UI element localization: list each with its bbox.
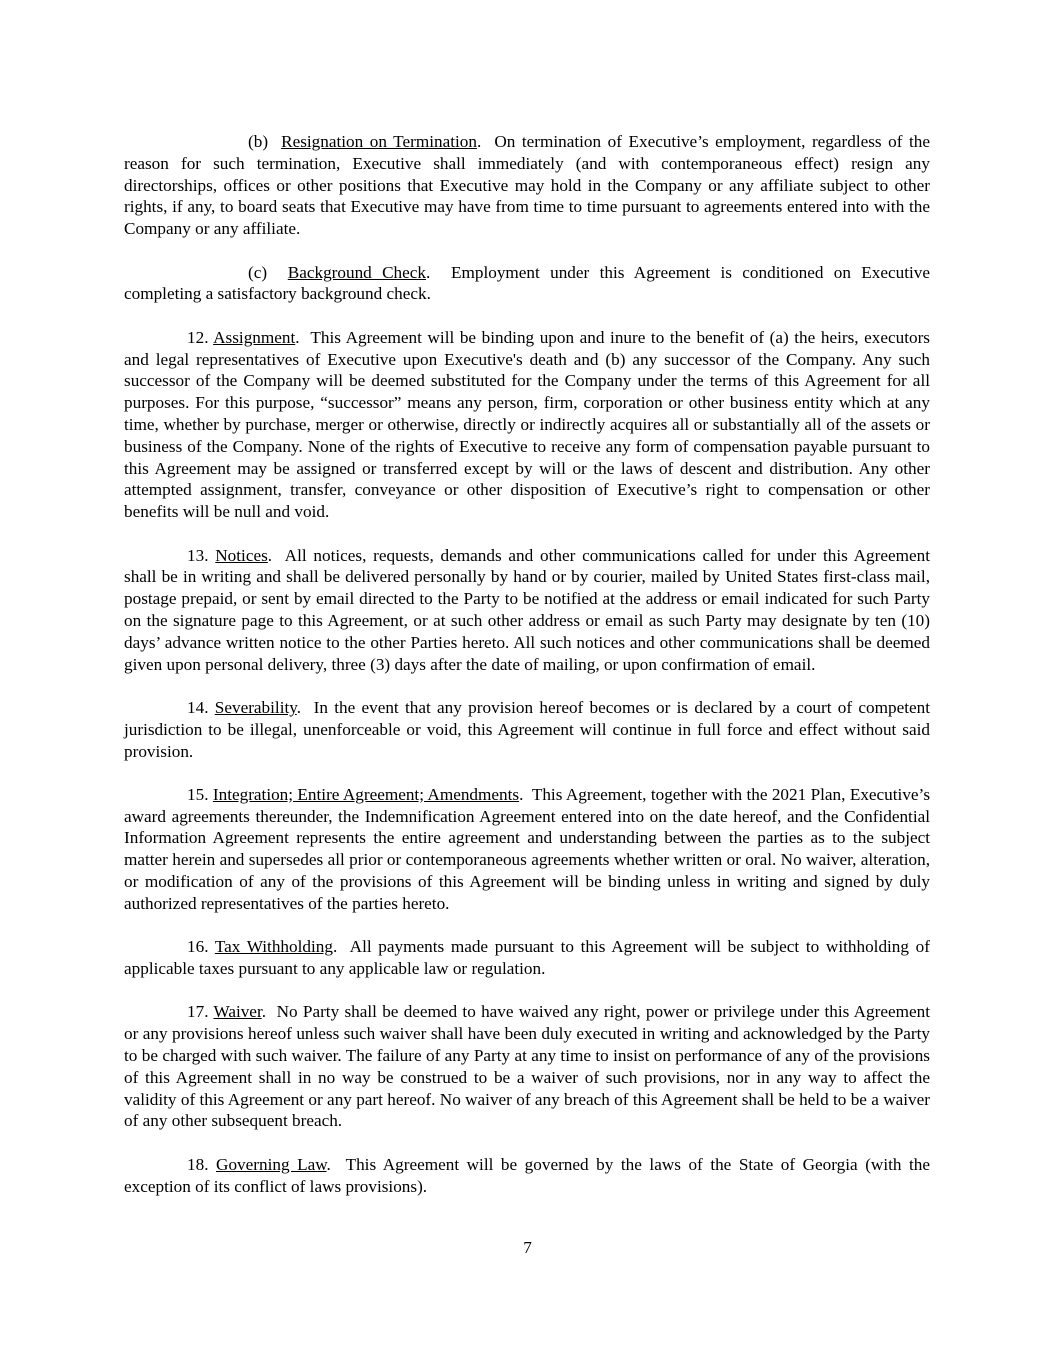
paragraph-label: (c) [248, 262, 268, 282]
section-notices: 13. Notices. All notices, requests, demands and other communications called for under this Agreement shall be in writing and shall be delivered personally by hand or by courier, mailed by United States first-class mail, postage prepaid, or sent by email directed to the Party to be notified at the address or email indicated for such Party on the signature page to this Agreement, or at such other address or email as such Party may designate by ten (10) days’ advance written notice to the other Parties hereto. All such notices and other communications shall be deemed given upon personal delivery, three (3) days after the date of mailing, or upon confirmation of email. [124, 545, 930, 674]
section-text: All payments made pursuant to this Agreement will be subject to withholding of applicable taxes pursuant to any applicable law or regulation. [124, 937, 930, 979]
paragraph-resignation-on-termination: (b) Resignation on Termination. On termination of Executive’s employment, regardless of the reason for such termination, Executive shall immediately (and with contemporaneous effect) resign any directorships, offices or other positions that Executive may hold in the Company or any affiliate subject to other rights, if any, to board seats that Executive may have from time to time pursuant to agreements entered into with the Company or any affiliate. [124, 132, 930, 239]
section-number: 13. [187, 545, 209, 565]
paragraph-label: (b) [248, 132, 269, 151]
section-heading: Tax Withholding [214, 937, 333, 957]
section-text: This Agreement will be binding upon and inure to the benefit of (a) the heirs, executors and legal representatives of Executive upon Executive's death and (b) any successor of the Company. Any such successor of the Company will be deemed substituted for the Company under the terms of this Agreement for all purposes. For this purpose, “successor” means any person, firm, corporation or other business entity which at any time, whether by purchase, merger or otherwise, directly or indirectly acquires all or substantially all of the assets or business of the Company. None of the rights of Executive to receive any form of compensation payable pursuant to this Agreement may be assigned or transferred except by will or the laws of descent and distribution. Any other attempted assignment, transfer, conveyance or other disposition of Executive’s right to compensation or other benefits will be null and void. [124, 327, 930, 522]
section-text: All notices, requests, demands and other communications called for under this Agreement shall be in writing and shall be delivered personally by hand or by courier, mailed by United States first-class mail, postage prepaid, or sent by email directed to the Party to be notified at the address or email indicated for such Party on the signature page to this Agreement, or at such other address or email as such Party may designate by ten (10) days’ advance written notice to the other Parties hereto. All such notices and other communications shall be deemed given upon personal delivery, three (3) days after the date of mailing, or upon confirmation of email. [124, 545, 930, 674]
section-number: 17. [187, 1002, 209, 1022]
paragraph-text: On termination of Executive’s employment, regardless of the reason for such termination, Executive shall immediately (and with contemporaneous effect) resign any directorships, offices or other positions that Executive may hold in the Company or any affiliate subject to other rights, if any, to board seats that Executive may have from time to time pursuant to agreements entered into with the Company or any affiliate. [124, 132, 930, 239]
paragraph-heading: Resignation on Termination [281, 132, 477, 151]
section-heading: Integration; Entire Agreement; Amendments [212, 784, 520, 804]
document-page [124, 131, 930, 1219]
section-heading: Notices [215, 545, 268, 565]
section-number: 12. [187, 327, 209, 347]
section-assignment: 12. Assignment. This Agreement will be binding upon and inure to the benefit of (a) the heirs, executors and legal representatives of Executive upon Executive's death and (b) any successor of the Company. Any such successor of the Company will be deemed substituted for the Company under the terms of this Agreement for all purposes. For this purpose, “successor” means any person, firm, corporation or other business entity which at any time, whether by purchase, merger or otherwise, directly or indirectly acquires all or substantially all of the assets or business of the Company. None of the rights of Executive to receive any form of compensation payable pursuant to this Agreement may be assigned or transferred except by will or the laws of descent and distribution. Any other attempted assignment, transfer, conveyance or other disposition of Executive’s right to compensation or other benefits will be null and void. [124, 327, 930, 522]
section-severability: 14. Severability. In the event that any provision hereof becomes or is declared by a court of competent jurisdiction to be illegal, unenforceable or void, this Agreement will continue in full force and effect without said provision. [124, 697, 930, 761]
section-text: This Agreement will be governed by the laws of the State of Georgia (with the exception of its conflict of laws provisions). [124, 1154, 931, 1196]
paragraph-heading: Background Check [287, 262, 427, 282]
section-heading: Severability [214, 697, 297, 717]
section-number: 18. [187, 1154, 209, 1174]
section-governing-law: 18. Governing Law. This Agreement will be governed by the laws of the State of Georgia (with the exception of its conflict of laws provisions). [124, 1154, 931, 1196]
section-text: In the event that any provision hereof becomes or is declared by a court of competent jurisdiction to be illegal, unenforceable or void, this Agreement will continue in full force and effect without said provision. [124, 697, 930, 761]
section-number: 14. [187, 697, 209, 717]
page-number: 7 [523, 1238, 532, 1257]
section-number: 16. [187, 937, 209, 957]
section-text: No Party shall be deemed to have waived any right, power or privilege under this Agreement or any provisions hereof unless such waiver shall have been duly executed in writing and acknowledged by the Party to be charged with such waiver. The failure of any Party at any time to insist on performance of any of the provisions of this Agreement shall in no way be construed to be a waiver of such provisions, nor in any way to affect the validity of this Agreement or any part hereof. No waiver of any breach of this Agreement shall be held to be a waiver of any other subsequent breach. [124, 1002, 930, 1131]
section-heading: Waiver [213, 1002, 262, 1022]
section-waiver: 17. Waiver. No Party shall be deemed to have waived any right, power or privilege under this Agreement or any provisions hereof unless such waiver shall have been duly executed in writing and acknowledged by the Party to be charged with such waiver. The failure of any Party at any time to insist on performance of any of the provisions of this Agreement shall in no way be construed to be a waiver of such provisions, nor in any way to affect the validity of this Agreement or any part hereof. No waiver of any breach of this Agreement shall be held to be a waiver of any other subsequent breach. [124, 1002, 930, 1131]
section-heading: Governing Law [216, 1154, 327, 1174]
section-heading: Assignment [213, 327, 296, 347]
paragraph-text: Employment under this Agreement is conditioned on Executive completing a satisfactory background check. [124, 262, 931, 304]
section-number: 15. [187, 784, 209, 804]
section-integration: 15. Integration; Entire Agreement; Amendments. This Agreement, together with the 2021 Plan, Executive’s award agreements thereunder, the Indemnification Agreement entered into on the date hereof, and the Confidential Information Agreement represents the entire agreement and understanding between the parties as to the subject matter herein and supersedes all prior or contemporaneous agreements whether written or oral. No waiver, alteration, or modification of any of the provisions of this Agreement will be binding unless in writing and signed by duly authorized representatives of the parties hereto. [124, 784, 931, 913]
paragraph-background-check: (c) Background Check. Employment under this Agreement is conditioned on Executive completing a satisfactory background check. [124, 262, 931, 304]
section-tax-withholding: 16. Tax Withholding. All payments made pursuant to this Agreement will be subject to withholding of applicable taxes pursuant to any applicable law or regulation. [124, 937, 930, 979]
section-text: This Agreement, together with the 2021 Plan, Executive’s award agreements thereunder, the Indemnification Agreement entered into on the date hereof, and the Confidential Information Agreement represents the entire agreement and understanding between the parties as to the subject matter herein and supersedes all prior or contemporaneous agreements whether written or oral. No waiver, alteration, or modification of any of the provisions of this Agreement will be binding unless in writing and signed by duly authorized representatives of the parties hereto. [124, 784, 931, 913]
